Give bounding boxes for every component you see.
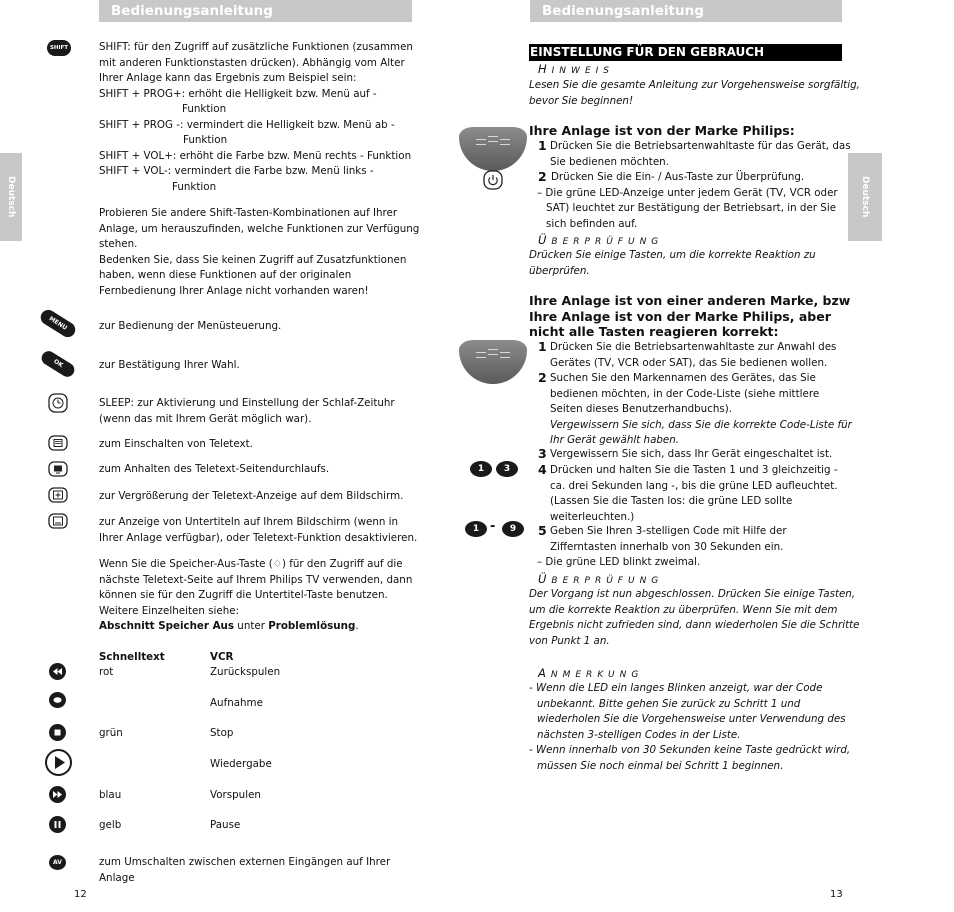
left-page-header: Bedienungsanleitung [99,0,412,22]
philips-check-rest: BERPRÜFUNG [551,237,664,247]
key-3-icon: 3 [496,461,518,477]
shift-para2-line-2: Anlage, um herauszufinden, welche Funktionen zur Verfügung [99,222,420,235]
table-row-3-col2: Stop [210,727,234,739]
subtitle-icon [48,513,68,533]
other-step-4-line-2: ca. drei Sekunden lang -, bis die grüne LED aufleuchtet. [550,479,838,492]
other-step-1-number: 1 [538,339,547,354]
shift-line-1: SHIFT: für den Zugriff auf zusätzliche Funktionen (zusammen [99,41,413,53]
table-row-2-col2: Aufnahme [210,697,263,709]
table-row-5-col2: Vorspulen [210,789,261,801]
hint-title [538,62,614,76]
shift-line-4: SHIFT + PROG+: erhöht die Helligkeit bzw. Menü auf - [99,87,377,100]
other-step-3-number: 3 [538,446,547,461]
key-9-icon: 9 [502,521,524,537]
hint-line-2: bevor Sie beginnen! [529,94,634,107]
note-line-4: nächsten 3-stelligen Codes in der Liste. [537,728,741,741]
memory-ref-bold-1: Abschnitt Speicher Aus [99,620,235,632]
other-step-4-line-4: weiterleuchten.) [550,510,635,523]
other-step-2-line-3: Seiten dieses Benutzerhandbuchs). [550,403,733,415]
other-step-4-line-1: Drücken und halten Sie die Tasten 1 und 3 gleichzeitig - [550,464,838,476]
other-step-2-italic-2: Ihr Gerät gewählt haben. [550,434,680,446]
other-step-5-line-2: Zifferntasten innerhalb von 30 Sekunden ein. [550,540,784,553]
fast-forward-icon [49,786,66,803]
shift-para2-line-1: Probieren Sie andere Shift-Tasten-Kombinationen auf Ihrer [99,207,398,219]
key-1-range-icon: 1 [465,521,487,537]
teletext-on-description: zum Einschalten von Teletext. [99,438,253,450]
memory-ref-mid: unter [234,620,269,632]
philips-check-title [538,233,663,247]
other-title-line-3: nicht alle Tasten reagieren korrekt: [529,324,779,339]
shift-line-7: Funktion [183,134,228,146]
philips-dash-line-3: sich befinden auf. [546,217,638,230]
subtitle-line-2: Ihrer Anlage verfügbar), oder Teletext-Funktion desaktivieren. [99,531,418,544]
other-check-line-3: Ergebnis nicht zufrieden sind, dann wiederholen Sie die Schritte [529,619,860,631]
menu-description: zur Bedienung der Menüsteuerung. [99,320,282,332]
other-check-rest: BERPRÜFUNG [551,576,664,586]
hint-title-rest: INWEIS [551,66,614,76]
pause-icon [49,816,66,833]
menu-key-icon: MENU [38,307,78,340]
table-header-vcr: VCR [210,651,234,663]
teletext-on-icon [48,435,68,455]
other-step-5-number: 5 [538,523,547,538]
memory-line-4: Weitere Einzelheiten siehe: [99,604,240,617]
sleep-line-1: SLEEP: zur Aktivierung und Einstellung der Schlaf-Zeituhr [99,397,395,409]
teletext-zoom-icon [48,487,68,507]
philips-step-2-number: 2 [538,169,547,184]
note-line-6: müssen Sie noch einmal bei Schritt 1 beginnen. [537,759,784,772]
table-row-6-col2: Pause [210,819,241,831]
other-step-5-line-1: Geben Sie Ihren 3-stelligen Code mit Hilfe der [550,525,787,537]
memory-line-1: Wenn Sie die Speicher-Aus-Taste (♢) für den Zugriff auf die [99,558,403,570]
play-icon [45,749,72,776]
section-title: EINSTELLUNG FÜR DEN GEBRAUCH [529,44,842,61]
record-icon [49,692,66,708]
philips-check-line-1: Drücken Sie einige Tasten, um die korrekte Reaktion zu [529,249,816,261]
left-side-tab: Deutsch [0,153,22,241]
shift-para2-line-5: haben, wenn diese Funktionen auf der originalen [99,269,352,281]
ok-key-icon: OK [39,349,77,380]
philips-step-1-number: 1 [538,138,547,153]
remote-mode-buttons-graphic-2 [459,340,527,384]
table-row-4-col2: Wiedergabe [210,758,272,770]
other-dash: – Die grüne LED blinkt zweimal. [537,556,701,568]
other-step-1-line-2: Gerätes (TV, VCR oder SAT), das Sie bedienen wollen. [550,356,828,369]
left-page-number: 12 [74,889,87,900]
other-step-4-line-3: (Lassen Sie die Tasten los: die grüne LED sollte [550,495,793,507]
av-line-2: Anlage [99,871,135,884]
philips-dash-line-2: SAT) leuchtet zur Bestätigung der Betriebsart, in der Sie [546,202,837,214]
note-title-rest: NMERKUNG [550,670,644,680]
teletext-zoom-description: zur Vergrößerung der Teletext-Anzeige auf dem Bildschirm. [99,490,404,502]
table-row-1-col2: Zurückspulen [210,666,281,678]
key-1-icon: 1 [470,461,492,477]
shift-line-3: Ihrer Anlage kann das Ergebnis zum Beispiel sein: [99,72,357,84]
philips-title: Ihre Anlage ist von der Marke Philips: [529,123,795,138]
memory-ref-bold-2: Problemlösung [268,620,356,632]
shift-line-5: Funktion [182,103,227,115]
note-line-1: - Wenn die LED ein langes Blinken anzeigt, war der Code [529,682,823,694]
memory-line-2: nächste Teletext-Seite auf Ihrem Philips TV verwenden, dann [99,573,413,586]
memory-ref-end: . [355,620,359,632]
note-title-cap: A [538,666,551,680]
other-step-4-number: 4 [538,462,547,477]
teletext-hold-icon [48,461,68,481]
philips-step-1-line-2: Sie bedienen möchten. [550,155,669,168]
right-page-header: Bedienungsanleitung [530,0,842,22]
shift-line-10: Funktion [172,180,217,193]
table-header-schnelltext: Schnelltext [99,651,165,663]
key-range-dash: - [490,519,496,534]
av-line-1: zum Umschalten zwischen externen Eingängen auf Ihrer [99,856,391,868]
other-check-line-4: von Punkt 1 an. [529,634,610,647]
rewind-icon [49,663,66,680]
right-page-number: 13 [830,889,843,900]
shift-line-9: SHIFT + VOL-: vermindert die Farbe bzw. Menü links - [99,165,374,177]
right-side-tab: Deutsch [848,153,882,241]
philips-dash-line-1: – Die grüne LED-Anzeige unter jedem Gerät (TV, VCR oder [537,186,838,199]
shift-key-icon: SHIFT [47,40,71,56]
hint-title-cap: H [538,62,552,76]
av-key-icon: AV [49,855,66,870]
shift-line-8: SHIFT + VOL+: erhöht die Farbe bzw. Menü rechts - Funktion [99,149,412,162]
other-check-title [538,572,663,586]
teletext-hold-description: zum Anhalten des Teletext-Seitendurchlaufs. [99,463,330,475]
memory-line-3: können sie für den Zugriff die Untertitel-Taste benutzen. [99,589,388,601]
philips-step-1-line-1: Drücken Sie die Betriebsartenwahltaste für das Gerät, das [550,140,851,152]
table-row-6-col1: gelb [99,819,122,831]
other-step-3: Vergewissern Sie sich, dass Ihr Gerät eingeschaltet ist. [550,448,833,460]
sleep-line-2: (wenn das mit Ihrem Gerät möglich war). [99,412,312,425]
other-step-2-number: 2 [538,370,547,385]
power-button-icon [483,170,503,194]
other-title-line-2: Ihre Anlage ist von der Marke Philips, aber [529,308,831,324]
shift-para2-line-3: stehen. [99,238,138,250]
other-step-2-line-1: Suchen Sie den Markennamen des Gerätes, das Sie [550,372,816,384]
ok-description: zur Bestätigung Ihrer Wahl. [99,359,240,371]
other-title-line-1: Ihre Anlage ist von einer anderen Marke, bzw [529,293,851,308]
table-row-5-col1: blau [99,789,122,801]
philips-check-cap: Ü [538,233,552,247]
note-line-3: wiederholen Sie die Vorgehensweise unter Verwendung des [537,713,846,725]
remote-mode-buttons-graphic [459,127,527,171]
stop-icon [49,724,66,741]
table-row-3-col1: grün [99,727,123,739]
sleep-clock-icon [48,393,68,417]
philips-check-line-2: überprüfen. [529,264,590,277]
shift-para2-line-6: Fernbedienung Ihrer Anlage nicht vorhanden waren! [99,284,369,297]
other-step-2-line-2: bedienen möchten, in der Code-Liste (siehe mittlere [550,387,820,400]
philips-step-2: Drücken Sie die Ein- / Aus-Taste zur Überprüfung. [551,171,805,183]
memory-reference [99,619,359,635]
hint-line-1: Lesen Sie die gesamte Anleitung zur Vorgehensweise sorgfältig, [529,79,860,91]
other-check-cap: Ü [538,572,552,586]
shift-line-2: mit anderen Funktionstasten drücken). Abhängig vom Alter [99,56,405,69]
other-check-line-1: Der Vorgang ist nun abgeschlossen. Drücken Sie einige Tasten, [529,588,856,600]
note-line-2: unbekannt. Bitte gehen Sie zurück zu Schritt 1 und [537,697,801,710]
table-row-1-col1: rot [99,666,114,678]
shift-line-6: SHIFT + PROG -: vermindert die Helligkeit bzw. Menü ab - [99,118,395,131]
shift-para2-line-4: Bedenken Sie, dass Sie keinen Zugriff auf Zusatzfunktionen [99,253,407,266]
subtitle-line-1: zur Anzeige von Untertiteln auf Ihrem Bildschirm (wenn in [99,516,399,528]
note-line-5: - Wenn innerhalb von 30 Sekunden keine Taste gedrückt wird, [529,744,851,756]
other-step-2-italic-1: Vergewissern Sie sich, dass Sie die korrekte Code-Liste für [550,418,852,431]
other-check-line-2: um die korrekte Reaktion zu überprüfen. Wenn Sie mit dem [529,603,838,616]
other-step-1-line-1: Drücken Sie die Betriebsartenwahltaste zur Anwahl des [550,341,837,353]
note-title [538,666,643,680]
